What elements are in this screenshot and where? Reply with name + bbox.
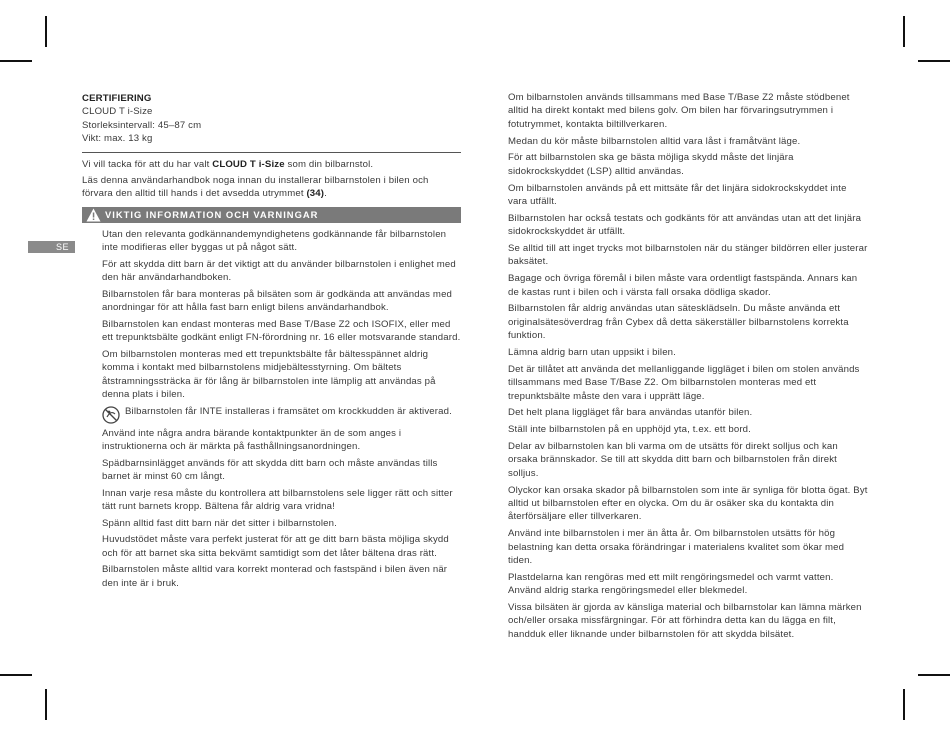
instruction-paragraph: Använd inte bilbarnstolen i mer än åtta år. Om bilbarnstolen utsätts för hög belastning kan detta orsaka förändringar i materialens kvalitet som ökar med tiden. [508,528,845,567]
crop-mark [45,16,47,47]
certification-block [82,92,461,146]
instruction-paragraph: Bilbarnstolen har också testats och godkänts för att användas utan att det linjära sidokrockskyddet är utfällt. [508,212,862,238]
warning-triangle-icon [85,207,101,223]
instruction-paragraph: Plastdelarna kan rengöras med ett milt rengöringsmedel och varmt vatten. Använd aldrig starka rengöringsmedel eller blekmedel. [508,571,834,597]
intro-thanks-text: Vi vill tacka för att du har valt [82,158,213,170]
instruction-paragraph: Om bilbarnstolen används på ett mittsäte får det linjära sidokrockskyddet inte vara utfällt. [508,182,847,208]
intro-thanks-end: som din bilbarnstol. [284,158,374,170]
instruction-paragraph: Se alltid till att inget trycks mot bilbarnstolen när du stänger bildörren eller justerar baksätet. [508,243,868,268]
crop-mark [903,16,905,47]
intro-read-text: Läs denna användarhandbok noga innan du installerar bilbarnstolen i bilen och förvara den alltid till hands i det avsedda utrymmet [82,175,429,200]
instruction-paragraph: Det helt plana liggläget får bara användas utanför bilen. [508,407,753,419]
warning-heading-bar [82,207,461,223]
crop-mark [45,689,47,720]
instruction-paragraph: Vissa bilsäten är gjorda av känsliga material och bilbarnstolar kan lämna märken och/eller orsaka missfärgningar. För att förhindra detta kan du lägga en filt, handduk eller liknande under bilbarnstolen för att skydda bilsätet. [508,602,862,640]
instruction-paragraph: Ställ inte bilbarnstolen på en upphöjd yta, t.ex. ett bord. [508,424,751,436]
warning-item: Om bilbarnstolen monteras med ett trepunktsbälte får bältesspännet aldrig komma i kontakt med bilbarnstolens midjebältesstyrning. Om bältets åtstramningssträcka är för lång är bilbarnstolen inte lämplig att användas på denna plats i bilen. [102,348,436,401]
warnings-list [82,228,461,590]
right-column [508,91,868,645]
intro-product-name: CLOUD T i-Size [212,158,285,170]
intro-figure-ref: (34) [306,188,325,200]
warning-item: För att skydda ditt barn är det viktigt att du använder bilbarnstolen i enlighet med den här användarhandboken. [102,258,456,284]
certification-product: CLOUD T i-Size [82,106,153,118]
instruction-paragraph: Om bilbarnstolen används tillsammans med Base T/Base Z2 måste stödbenet alltid ha direkt kontakt med bilens golv. Om bilen har förvaringsutrymmen i fotutrymmet, kontakta biltillverkaren. [508,92,850,130]
divider [82,152,461,153]
no-airbag-icon [102,406,120,424]
instruction-paragraph: Olyckor kan orsaka skador på bilbarnstolen som inte är synliga för blotta ögat. Byt alltid ut bilbarnstolen efter en olycka. Om du är osäker ska du kontakta din återförsäljare eller tillverkaren. [508,484,868,523]
warning-item: Huvudstödet måste vara perfekt justerat för att ge ditt barn bästa möjliga skydd och för att barnet ska sitta bekvämt samtidigt som det låter bältena dras rätt. [102,534,449,559]
warning-item: Innan varje resa måste du kontrollera att bilbarnstolens sele ligger rätt och sitter tätt runt barnets kropp. Bältena får aldrig vara vridna! [102,487,453,513]
instruction-paragraph: Det är tillåtet att använda det mellanliggande liggläget i bilen om stolen används tillsammans med Base T/Base Z2. Om bilbarnstolen monteras med ett trepunktsbälte måste den vara i upprätt läge. [508,363,860,402]
warning-item: Använd inte några andra bärande kontaktpunkter än de som anges i instruktionerna och är märkta på fasthållningsanordningen. [102,427,402,453]
intro-read-end: . [324,188,327,200]
certification-title: CERTIFIERING [82,93,152,104]
crop-mark [918,674,950,676]
warning-heading: VIKTIG INFORMATION OCH VARNINGAR [105,209,319,221]
crop-mark [903,689,905,720]
airbag-warning [102,405,461,424]
left-column [82,92,461,593]
warning-item: Bilbarnstolen måste alltid vara korrekt monterad och fastspänd i bilen även när den inte är i bruk. [102,564,448,589]
crop-mark [0,60,32,62]
instruction-paragraph: Bilbarnstolen får aldrig användas utan sätesklädseln. Du måste använda ett originalsätesöverdrag från Cybex då detta säkerställer bilbarnstolens korrekta funktion. [508,303,849,342]
crop-mark [0,674,32,676]
intro-read-manual [82,174,461,201]
certification-weight: Vikt: max. 13 kg [82,133,153,145]
warning-item: Spädbarnsinlägget används för att skydda ditt barn och måste användas tills barnet är minst 60 cm långt. [102,457,438,483]
instruction-paragraph: Medan du kör måste bilbarnstolen alltid vara låst i framåtvänt läge. [508,135,801,147]
intro-thanks [82,158,461,171]
instruction-paragraph: Delar av bilbarnstolen kan bli varma om de utsätts för direkt solljus och kan orsaka brännskador. Se till att skydda ditt barn och bilbarnstolen från direkt solljus. [508,441,838,479]
warning-item: Utan den relevanta godkännandemyndighetens godkännande får bilbarnstolen inte modifieras eller byggas ut på något sätt. [102,228,447,254]
warning-item: Bilbarnstolen får bara monteras på bilsäten som är godkända att användas med anordningar för att hålla fast barn enligt bilens användarhandbok. [102,288,453,314]
language-tab: SE [28,241,75,253]
crop-mark [918,60,950,62]
instruction-paragraph: Bagage och övriga föremål i bilen måste vara ordentligt fastspända. Annars kan de kastas runt i bilen och i värsta fall orsaka dödliga skador. [508,273,858,298]
warning-item: Bilbarnstolen kan endast monteras med Base T/Base Z2 och ISOFIX, eller med ett trepunktsbälte godkänt enligt FN-förordning nr. 16 eller motsvarande standard. [102,318,461,344]
intro-block [82,158,461,201]
instruction-paragraph: För att bilbarnstolen ska ge bästa möjliga skydd måste det linjära sidokrockskyddet (LSP) alltid användas. [508,152,794,177]
airbag-warning-text: Bilbarnstolen får INTE installeras i framsätet om krockkudden är aktiverad. [125,405,452,417]
instruction-paragraph: Lämna aldrig barn utan uppsikt i bilen. [508,347,676,359]
warning-item: Spänn alltid fast ditt barn när det sitter i bilbarnstolen. [102,517,337,529]
certification-size-range: Storleksintervall: 45–87 cm [82,119,202,131]
